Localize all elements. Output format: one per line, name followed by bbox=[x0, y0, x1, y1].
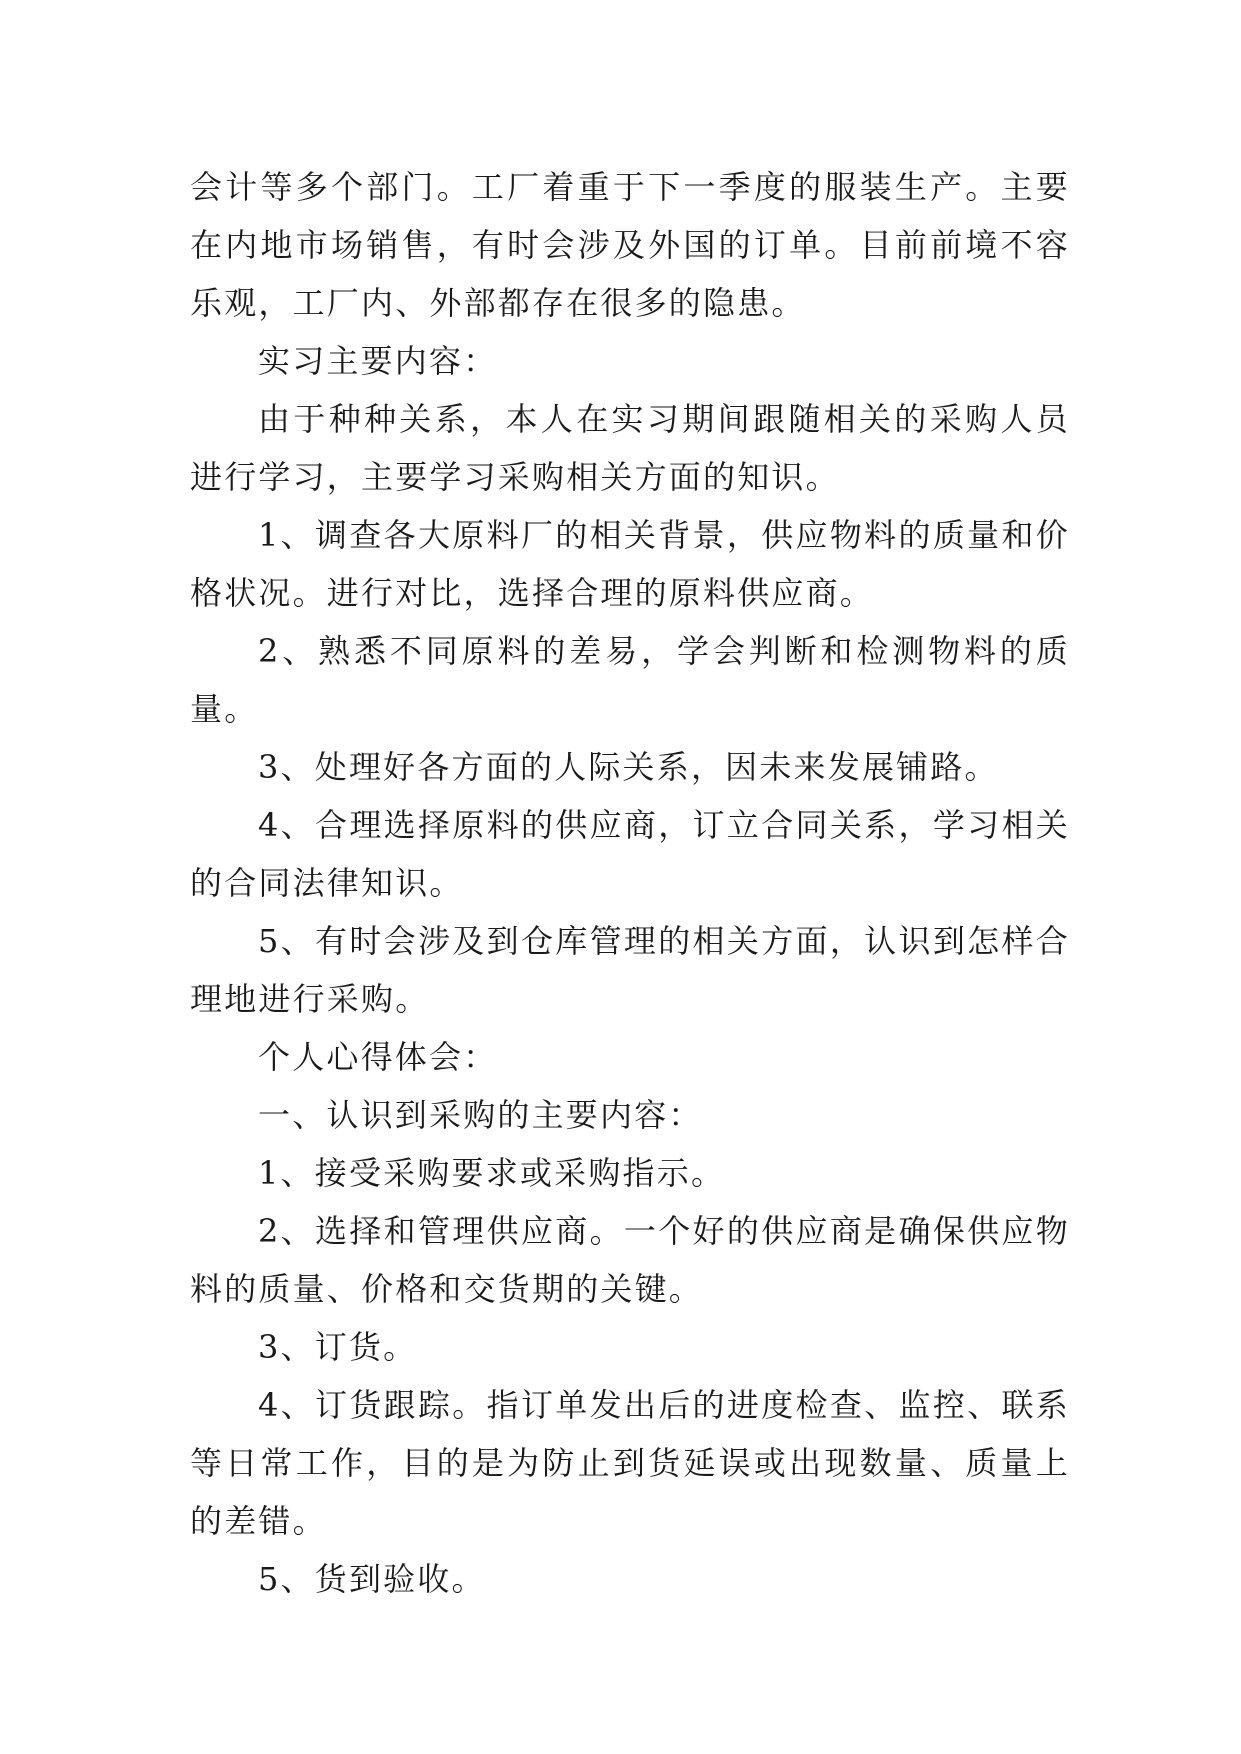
subsection-heading-purchasing-content: 一、认识到采购的主要内容： bbox=[258, 1096, 703, 1134]
section-heading-personal-experience: 个人心得体会： bbox=[258, 1038, 498, 1076]
purchasing-item-2: 2、选择和管理供应商。一个好的供应商是确保供应物料的质量、价格和交货期的关键。 bbox=[190, 1212, 1070, 1308]
document-body bbox=[190, 158, 1070, 1608]
section-heading-internship-content: 实习主要内容： bbox=[258, 342, 498, 380]
list-item-5: 5、有时会涉及到仓库管理的相关方面，认识到怎样合理地进行采购。 bbox=[190, 922, 1070, 1018]
paragraph-internship-summary: 由于种种关系，本人在实习期间跟随相关的采购人员进行学习，主要学习采购相关方面的知识。 bbox=[190, 400, 1070, 496]
list-item-4: 4、合理选择原料的供应商，订立合同关系，学习相关的合同法律知识。 bbox=[190, 806, 1070, 902]
paragraph-intro-continued: 会计等多个部门。工厂着重于下一季度的服装生产。主要在内地市场销售，有时会涉及外国的订单。目前前境不容乐观，工厂内、外部都存在很多的隐患。 bbox=[190, 168, 1070, 322]
purchasing-item-4: 4、订货跟踪。指订单发出后的进度检查、监控、联系等日常工作，目的是为防止到货延误或出现数量、质量上的差错。 bbox=[190, 1386, 1070, 1540]
list-item-2: 2、熟悉不同原料的差易，学会判断和检测物料的质量。 bbox=[190, 632, 1070, 728]
list-item-3: 3、处理好各方面的人际关系，因未来发展铺路。 bbox=[258, 748, 999, 786]
purchasing-item-5: 5、货到验收。 bbox=[258, 1560, 486, 1598]
purchasing-item-3: 3、订货。 bbox=[258, 1328, 418, 1366]
purchasing-item-1: 1、接受采购要求或采购指示。 bbox=[258, 1154, 726, 1192]
list-item-1: 1、调查各大原料厂的相关背景，供应物料的质量和价格状况。进行对比，选择合理的原料供应商。 bbox=[190, 516, 1070, 612]
